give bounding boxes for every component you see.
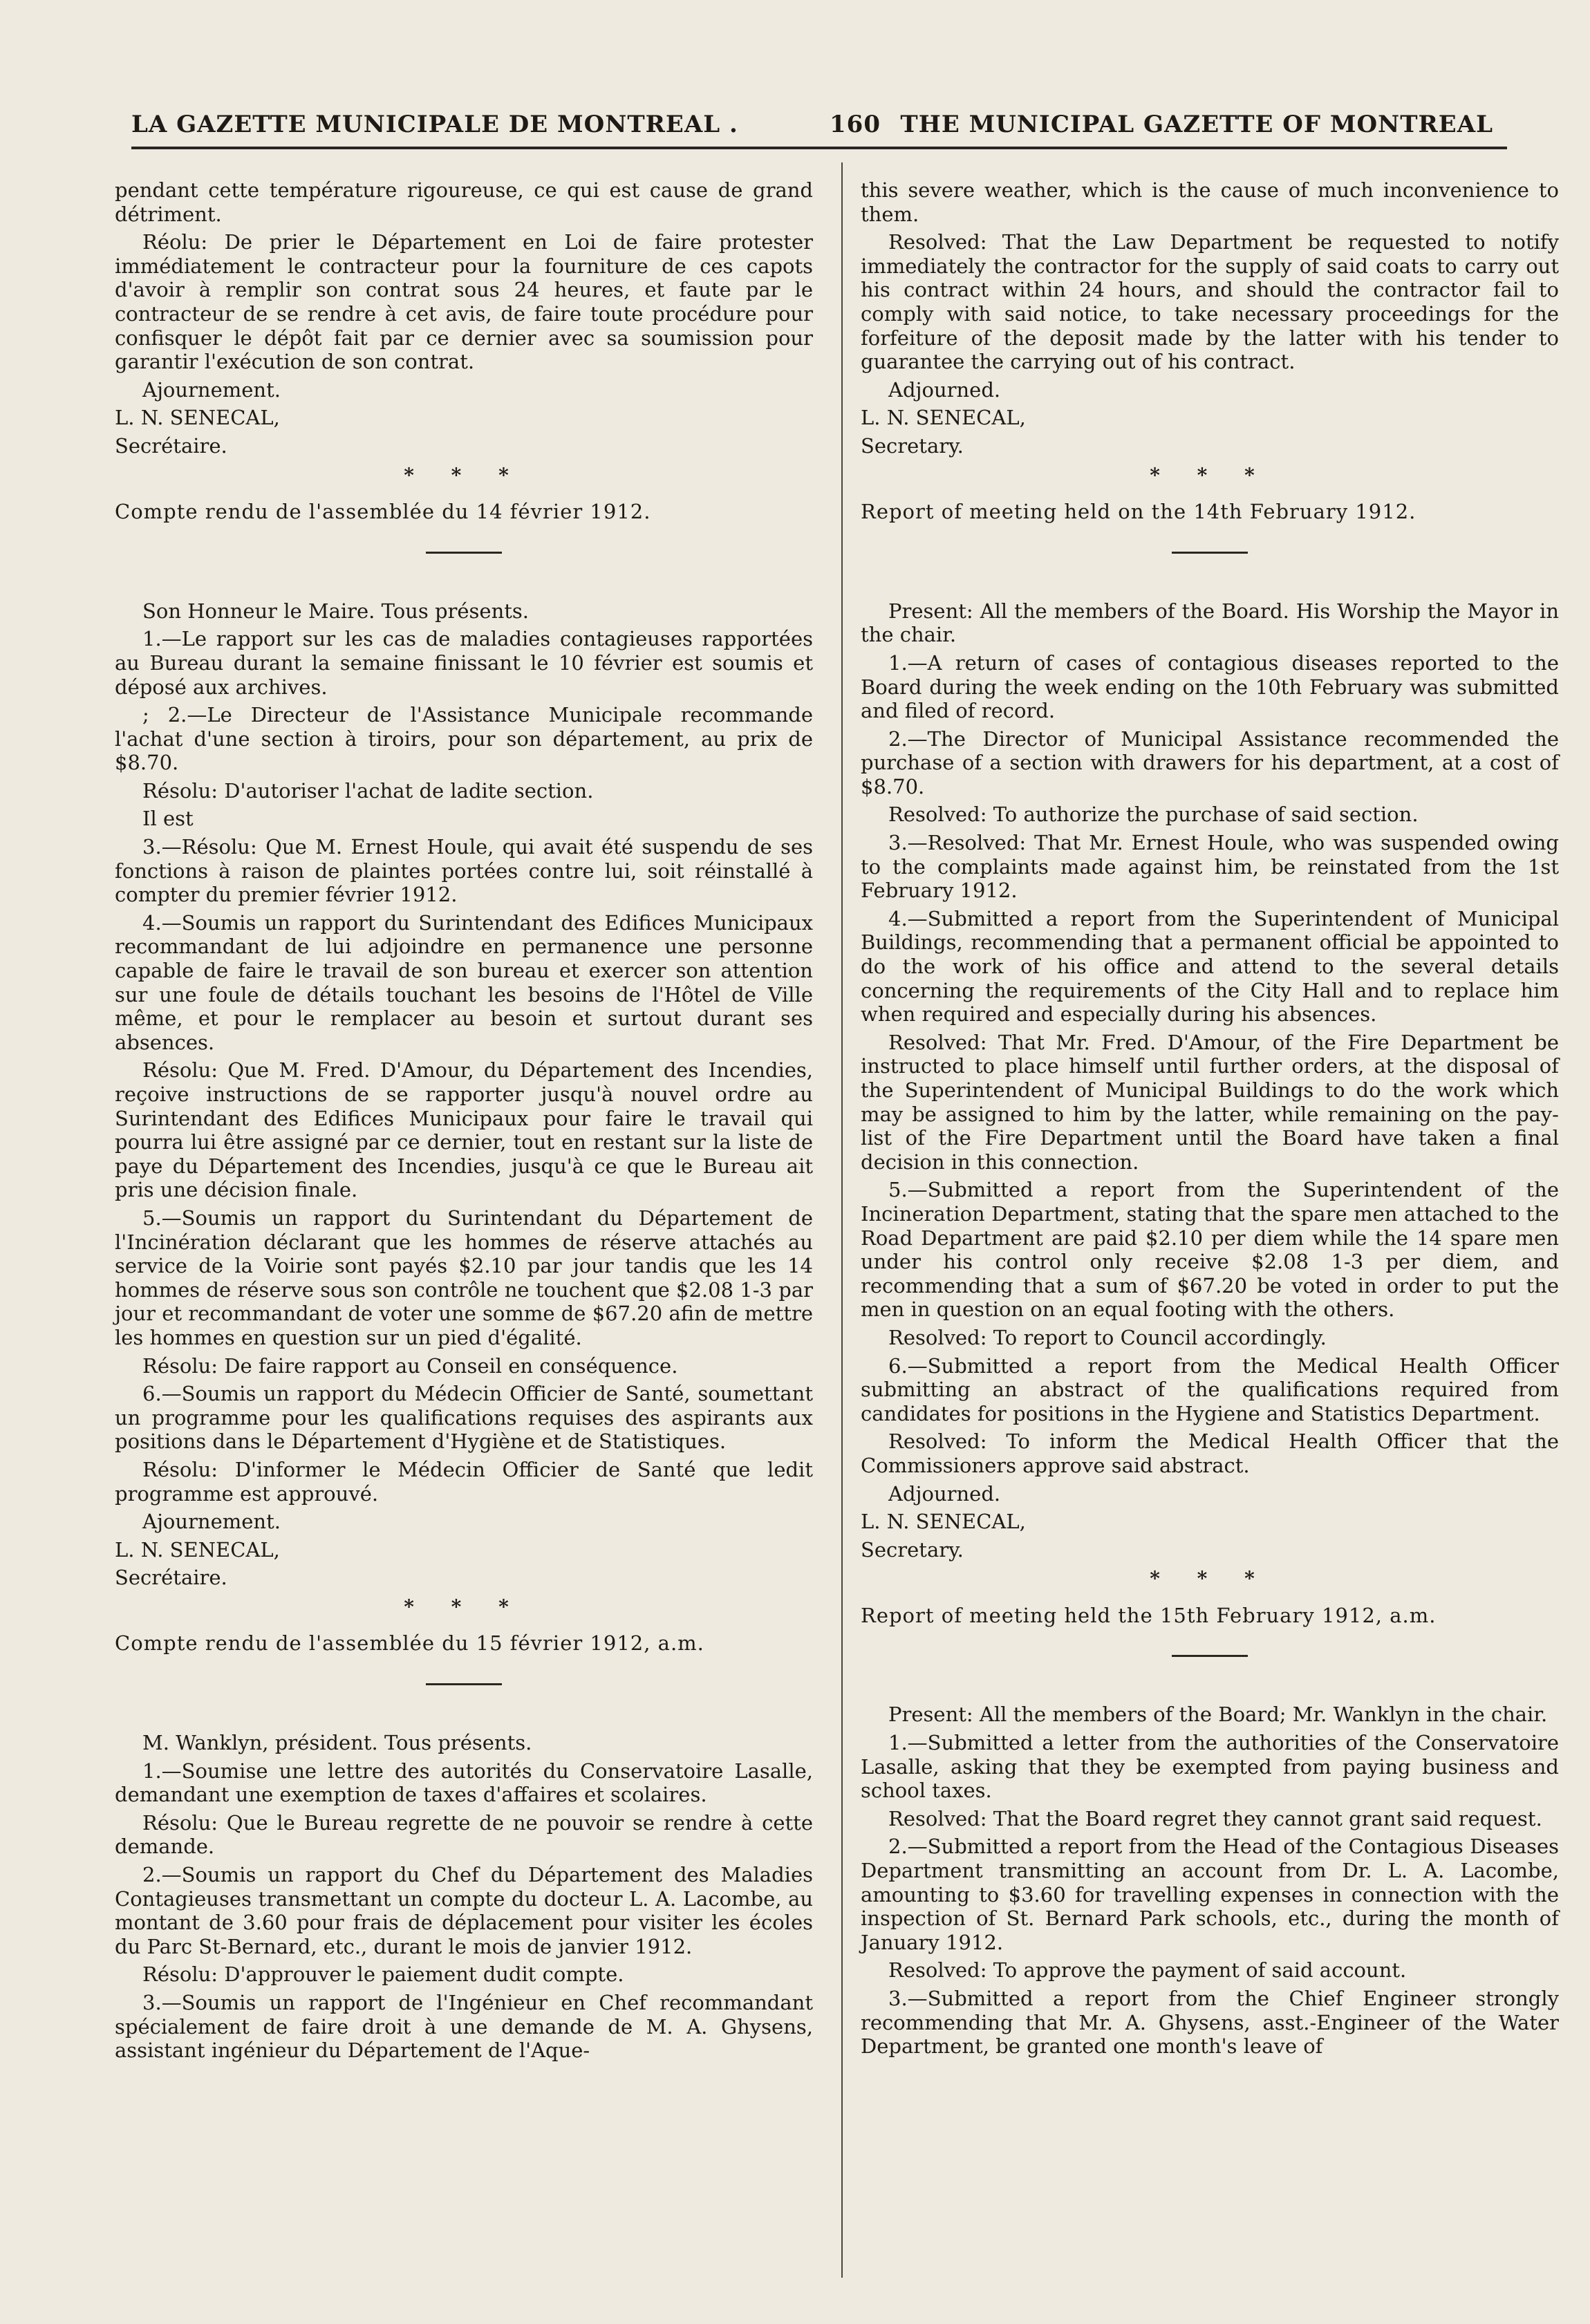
- resolution: Resolved: That the Law Department be requested to notify immediately the contractor for the supply of said coats to carry out his contract within 24 hours, and should the contractor fail to comply with said notice, to take necessary proceedings for the forfeiture of the deposit made by the latter with his tender to guarantee the carrying out of his contract.: [861, 230, 1559, 374]
- resolution: Résolu: D'autoriser l'achat de ladite section.: [142, 778, 594, 803]
- meeting-title: Report of meeting held on the 14th February 1912.: [861, 500, 1416, 524]
- header-english-title: THE MUNICIPAL GAZETTE OF MONTREAL: [900, 111, 1493, 138]
- attendance: Son Honneur le Maire. Tous présents.: [142, 599, 530, 623]
- attendance: Present: All the members of the Board. His Worship the Mayor in the chair.: [861, 599, 1559, 647]
- item: 3.—Soumis un rapport de l'Ingénieur en Chef recommandant spécialement de faire droit à une demande de M. A. Ghysens, assistant ingénieur du Département de l'Aque-: [115, 1991, 813, 2063]
- paragraph: Il est: [142, 807, 194, 831]
- item: 2.—Submitted a report from the Head of the Contagious Diseases Department transmitting an account from Dr. L. A. Lacombe, amounting to $3.60 for travelling expenses in connection with the inspection of St. Bernard Park schools, etc., during the month of January 1912.: [861, 1835, 1559, 1954]
- paragraph: pendant cette température rigoureuse, ce qui est cause de grand détriment.: [115, 178, 813, 226]
- signature-title: Secrétaire.: [115, 433, 227, 458]
- french-column: [115, 178, 813, 2067]
- item: 3.—Résolu: Que M. Ernest Houle, qui avait été suspendu de ses fonctions à raison de plaintes portées contre lui, soit réinstallé à compter du premier février 1912.: [115, 835, 813, 907]
- short-rule: [426, 1683, 502, 1685]
- resolution: Resolved: That Mr. Fred. D'Amour, of the Fire Department be instructed to place himself until further orders, at the disposal of the Superintendent of Municipal Buildings to do the work which may be assigned to him by the latter, while remaining on the pay-list of the Fire Department until the Board have taken a final decision in this connection.: [861, 1030, 1559, 1174]
- header-french-title: LA GAZETTE MUNICIPALE DE MONTREAL .: [131, 111, 738, 138]
- page-header: [131, 111, 1493, 152]
- page-number: 160: [830, 111, 881, 138]
- signature-name: L. N. SENECAL,: [861, 1510, 1026, 1534]
- signature-title: Secretary.: [861, 433, 964, 458]
- short-rule: [426, 552, 502, 554]
- item: 4.—Submitted a report from the Superintendent of Municipal Buildings, recommending that a permanent official be appointed to do the work of his office and attend to the several details concerning the requirements of the City Hall and to replace him when required and especially during his absences.: [861, 906, 1559, 1027]
- column-divider: [841, 162, 843, 2278]
- item: 2.—The Director of Municipal Assistance recommended the purchase of a section with drawers for his department, at a cost of $8.70.: [861, 727, 1559, 798]
- section-stars: * * *: [1150, 1567, 1270, 1591]
- resolution: Resolved: To report to Council accordingly.: [888, 1325, 1327, 1349]
- resolution: Réolu: De prier le Département en Loi de faire protester immédiatement le contracteur pour la fourniture de ces capots d'avoir à remplir son contrat sous 24 heures, et faute par le contracteur de se rendre à cet avis, de faire toute procédure pour confisquer le dépôt fait par ce dernier avec sa soumission pour garantir l'exécution de son contrat.: [115, 230, 813, 374]
- item: ; 2.—Le Directeur de l'Assistance Municipale recommande l'achat d'une section à tiroirs, pour son département, au prix de $8.70.: [115, 703, 813, 775]
- resolution: Résolu: D'informer le Médecin Officier de Santé que ledit programme est approuvé.: [115, 1457, 813, 1506]
- section-stars: * * *: [404, 463, 524, 487]
- item: 6.—Submitted a report from the Medical Health Officer submitting an abstract of the qualifications required from candidates for positions in the Hygiene and Statistics Department.: [861, 1353, 1559, 1425]
- item: 3.—Submitted a report from the Chief Engineer strongly recommending that Mr. A. Ghysens, asst.-Engineer of the Water Department, be granted one month's leave of: [861, 1987, 1559, 2059]
- resolution: Resolved: To approve the payment of said account.: [888, 1958, 1407, 1983]
- signature-name: L. N. SENECAL,: [115, 406, 280, 430]
- item: 5.—Submitted a report from the Superintendent of the Incineration Department, stating that the spare men attached to the Road Department are paid $2.10 per diem while the 14 spare men under his control only receive $2.08 1-3 per diem, and recommending that a sum of $67.20 be voted in order to put the men in question on an equal footing with the others.: [861, 1178, 1559, 1322]
- short-rule: [1172, 552, 1248, 554]
- item: 2.—Soumis un rapport du Chef du Département des Maladies Contagieuses transmettant un compte du docteur L. A. Lacombe, au montant de 3.60 pour frais de déplacement pour visiter les écoles du Parc St-Bernard, etc., durant le mois de janvier 1912.: [115, 1863, 813, 1958]
- resolution: Résolu: Que le Bureau regrette de ne pouvoir se rendre à cette demande.: [115, 1810, 813, 1859]
- paragraph: this severe weather, which is the cause of much inconvenience to them.: [861, 178, 1559, 226]
- meeting-title: Compte rendu de l'assemblée du 15 février 1912, a.m.: [115, 1631, 704, 1656]
- attendance: Present: All the members of the Board; Mr. Wanklyn in the chair.: [888, 1703, 1548, 1727]
- resolution: Résolu: De faire rapport au Conseil en conséquence.: [142, 1353, 678, 1378]
- signature-name: L. N. SENECAL,: [861, 406, 1026, 430]
- english-column: [861, 178, 1559, 2063]
- signature-title: Secrétaire.: [115, 1566, 227, 1590]
- resolution: Résolu: Que M. Fred. D'Amour, du Département des Incendies, reçoive instructions de se rapporter jusqu'à nouvel ordre au Surintendant des Edifices Municipaux pour faire le travail qui pourra lui être assigné par ce dernier, tout en restant sur la liste de paye du Département des Incendies, jusqu'à ce que le Bureau ait pris une décision finale.: [115, 1058, 813, 1202]
- resolution: Resolved: That the Board regret they cannot grant said request.: [888, 1806, 1542, 1830]
- item: 3.—Resolved: That Mr. Ernest Houle, who was suspended owing to the complaints made against him, be reinstated from the 1st February 1912.: [861, 831, 1559, 903]
- meeting-title: Compte rendu de l'assemblée du 14 février 1912.: [115, 500, 651, 524]
- adjournment: Adjourned.: [888, 1481, 1001, 1506]
- signature-title: Secretary.: [861, 1537, 964, 1562]
- section-stars: * * *: [1150, 463, 1270, 487]
- item: 5.—Soumis un rapport du Surintendant du Département de l'Incinération déclarant que les hommes de réserve attachés au service de la Voirie sont payés $2.10 par jour tandis que les 14 hommes de réserve sous son contrôle ne touchent que $2.08 1-3 par jour et recommandant de voter une somme de $67.20 afin de mettre les hommes en question sur un pied d'égalité.: [115, 1206, 813, 1349]
- attendance: M. Wanklyn, président. Tous présents.: [142, 1731, 532, 1755]
- resolution: Résolu: D'approuver le paiement dudit compte.: [142, 1962, 624, 1987]
- adjournment: Ajournement.: [142, 377, 281, 402]
- meeting-title: Report of meeting held the 15th February 1912, a.m.: [861, 1603, 1437, 1627]
- item: 1.—Le rapport sur les cas de maladies contagieuses rapportées au Bureau durant la semaine finissant le 10 février est soumis et déposé aux archives.: [115, 627, 813, 699]
- adjournment: Ajournement.: [142, 1510, 281, 1534]
- adjournment: Adjourned.: [888, 377, 1001, 402]
- short-rule: [1172, 1655, 1248, 1657]
- header-rule: [131, 147, 1507, 149]
- item: 4.—Soumis un rapport du Surintendant des Edifices Municipaux recommandant de lui adjoindre en permanence une personne capable de faire le travail de son bureau et exercer son attention sur une foule de détails touchant les besoins de l'Hôtel de Ville même, et pour le remplacer au besoin et surtout durant ses absences.: [115, 910, 813, 1054]
- resolution: Resolved: To authorize the purchase of said section.: [888, 803, 1419, 827]
- item: 1.—Soumise une lettre des autorités du Conservatoire Lasalle, demandant une exemption de taxes d'affaires et scolaires.: [115, 1759, 813, 1807]
- resolution: Resolved: To inform the Medical Health Officer that the Commissioners approve said abstract.: [861, 1430, 1559, 1477]
- signature-name: L. N. SENECAL,: [115, 1537, 280, 1562]
- section-stars: * * *: [404, 1595, 524, 1618]
- item: 6.—Soumis un rapport du Médecin Officier de Santé, soumettant un programme pour les qualifications requises des aspirants aux positions dans le Département d'Hygiène et de Statistiques.: [115, 1382, 813, 1454]
- item: 1.—Submitted a letter from the authorities of the Conservatoire Lasalle, asking that they be exempted from paying business and school taxes.: [861, 1731, 1559, 1803]
- item: 1.—A return of cases of contagious diseases reported to the Board during the week ending on the 10th February was submitted and filed of record.: [861, 650, 1559, 723]
